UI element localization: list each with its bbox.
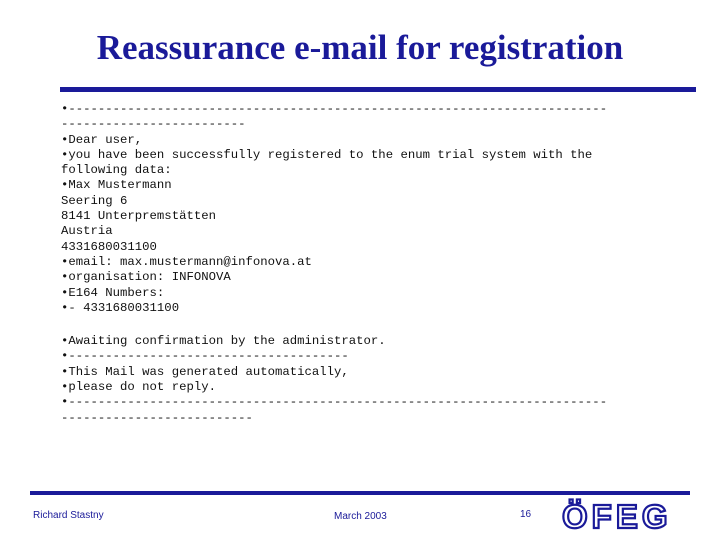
email-body <box>61 102 661 426</box>
email-line: 8141 Unterpremstätten <box>61 209 216 224</box>
email-line: •email: max.mustermann@infonova.at <box>61 254 312 269</box>
email-line: •please do not reply. <box>61 380 216 395</box>
email-line: following data: <box>61 163 172 178</box>
email-line: -------------------------- <box>61 410 253 425</box>
email-line: •This Mail was generated automatically, <box>61 364 349 379</box>
slide-title: Reassurance e-mail for registration <box>96 28 624 67</box>
email-line: Austria <box>61 224 113 239</box>
email-line: •-------------------------------------- <box>61 349 349 364</box>
email-line: •------------------------------------------------------------------------- <box>61 102 608 116</box>
email-line: 4331680031100 <box>61 239 157 254</box>
email-line: •you have been successfully registered to the enum trial system with the <box>61 147 593 162</box>
ofeg-logo-text: ÖFEG <box>562 498 672 533</box>
footer-author: Richard Stastny <box>33 510 104 521</box>
footer-divider <box>30 491 690 495</box>
title-divider <box>60 87 696 92</box>
email-line: ------------------------- <box>61 117 246 132</box>
email-line: •E164 Numbers: <box>61 285 165 300</box>
email-line: •------------------------------------------------------------------------- <box>61 395 608 410</box>
email-line: Seering 6 <box>61 193 128 208</box>
email-line: •Dear user, <box>61 132 143 147</box>
page-number: 16 <box>520 509 532 520</box>
email-line: •Max Mustermann <box>61 178 172 193</box>
paragraph-gap <box>61 316 661 334</box>
email-line: •Awaiting confirmation by the administrator. <box>61 334 386 349</box>
footer-date: March 2003 <box>334 511 387 522</box>
email-line: •organisation: INFONOVA <box>61 270 231 285</box>
ofeg-logo <box>560 497 690 533</box>
email-line: •- 4331680031100 <box>61 300 180 315</box>
